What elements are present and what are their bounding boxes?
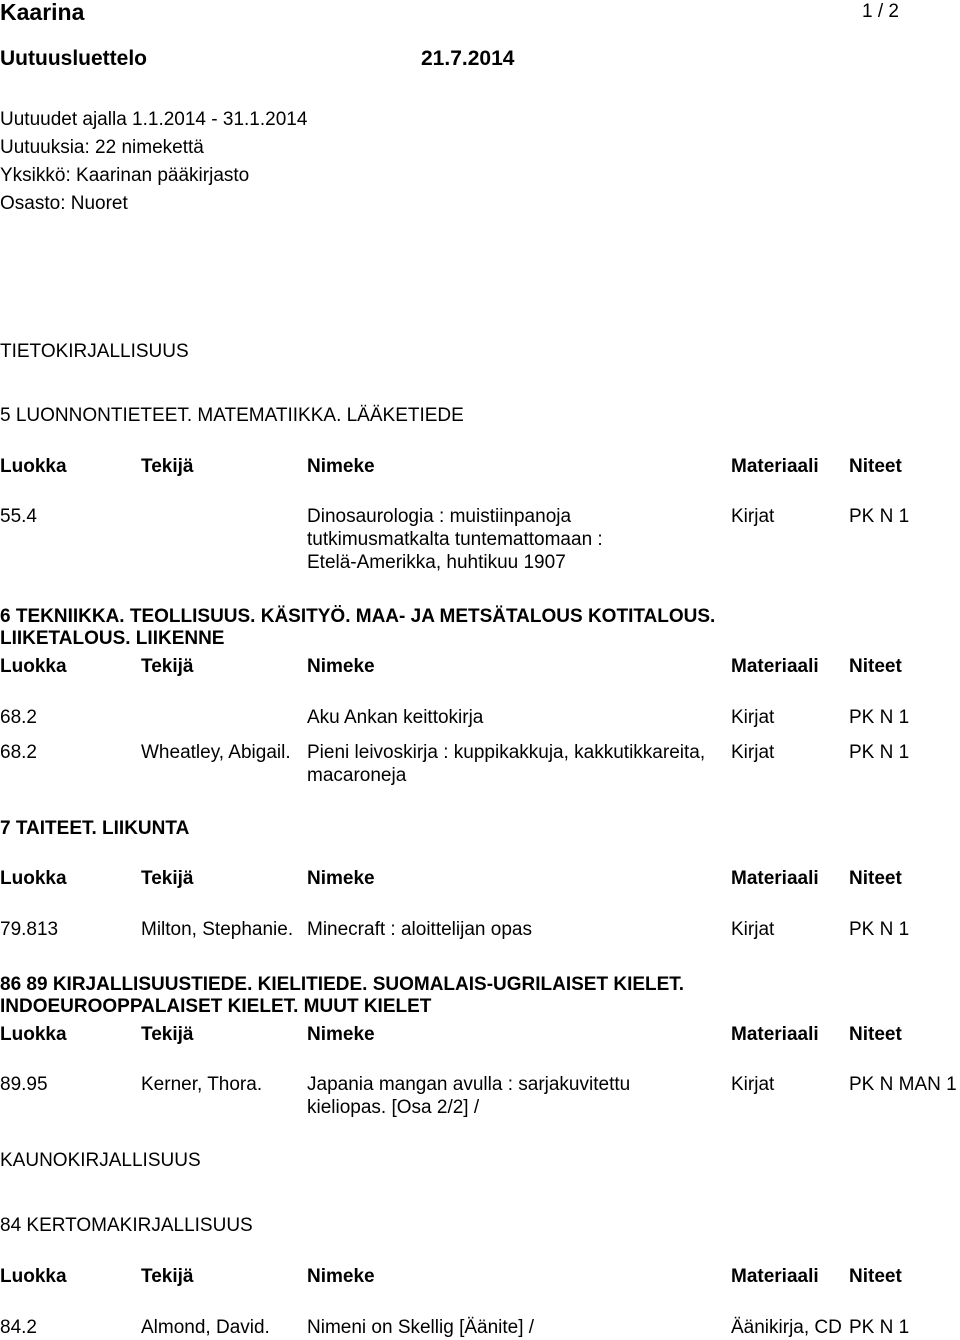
row-luokka: 89.95 bbox=[0, 1074, 48, 1095]
section-heading: 5 LUONNONTIETEET. MATEMATIIKKA. LÄÄKETIEDE bbox=[0, 405, 464, 426]
report-title: Uutuusluettelo bbox=[0, 47, 147, 70]
col-niteet: Niteet bbox=[849, 656, 902, 677]
row-tekija: Kerner, Thora. bbox=[141, 1074, 263, 1095]
col-luokka: Luokka bbox=[0, 656, 67, 677]
section-heading: LIIKETALOUS. LIIKENNE bbox=[0, 628, 225, 649]
row-luokka: 84.2 bbox=[0, 1317, 37, 1338]
col-luokka: Luokka bbox=[0, 456, 67, 477]
col-niteet: Niteet bbox=[849, 456, 902, 477]
col-luokka: Luokka bbox=[0, 1024, 67, 1045]
col-materiaali: Materiaali bbox=[731, 456, 819, 477]
row-luokka: 68.2 bbox=[0, 707, 37, 728]
period-text: Uutuudet ajalla 1.1.2014 - 31.1.2014 bbox=[0, 109, 308, 130]
row-niteet: PK N 1 bbox=[849, 1317, 910, 1338]
col-niteet: Niteet bbox=[849, 1266, 902, 1287]
row-nimeke-line: Japania mangan avulla : sarjakuvitettu bbox=[307, 1074, 631, 1095]
row-niteet: PK N 1 bbox=[849, 919, 910, 940]
row-materiaali: Kirjat bbox=[731, 707, 775, 728]
col-materiaali: Materiaali bbox=[731, 868, 819, 889]
col-tekija: Tekijä bbox=[141, 456, 194, 477]
col-nimeke: Nimeke bbox=[307, 868, 375, 889]
row-nimeke-line: Etelä-Amerikka, huhtikuu 1907 bbox=[307, 552, 566, 573]
col-materiaali: Materiaali bbox=[731, 656, 819, 677]
row-nimeke-line: Minecraft : aloittelijan opas bbox=[307, 919, 532, 940]
col-nimeke: Nimeke bbox=[307, 1024, 375, 1045]
library-name: Kaarina bbox=[0, 0, 85, 25]
col-niteet: Niteet bbox=[849, 1024, 902, 1045]
main-section-kauno: KAUNOKIRJALLISUUS bbox=[0, 1150, 201, 1171]
row-materiaali: Äänikirja, CD bbox=[731, 1317, 842, 1338]
row-nimeke-line: tutkimusmatkalta tuntemattomaan : bbox=[307, 529, 603, 550]
section-heading: INDOEUROOPPALAISET KIELET. MUUT KIELET bbox=[0, 996, 432, 1017]
col-tekija: Tekijä bbox=[141, 656, 194, 677]
row-niteet: PK N 1 bbox=[849, 742, 910, 763]
unit-text: Yksikkö: Kaarinan pääkirjasto bbox=[0, 165, 250, 186]
row-tekija: Almond, David. bbox=[141, 1317, 270, 1338]
department-text: Osasto: Nuoret bbox=[0, 193, 128, 214]
row-materiaali: Kirjat bbox=[731, 1074, 775, 1095]
row-nimeke-line: Aku Ankan keittokirja bbox=[307, 707, 484, 728]
row-nimeke-line: Dinosaurologia : muistiinpanoja bbox=[307, 506, 572, 527]
row-tekija: Milton, Stephanie. bbox=[141, 919, 294, 940]
col-nimeke: Nimeke bbox=[307, 1266, 375, 1287]
col-nimeke: Nimeke bbox=[307, 456, 375, 477]
row-niteet: PK N 1 bbox=[849, 506, 910, 527]
row-luokka: 55.4 bbox=[0, 506, 37, 527]
report-date: 21.7.2014 bbox=[421, 47, 515, 70]
row-nimeke-line: macaroneja bbox=[307, 765, 407, 786]
col-nimeke: Nimeke bbox=[307, 656, 375, 677]
row-luokka: 79.813 bbox=[0, 919, 59, 940]
col-niteet: Niteet bbox=[849, 868, 902, 889]
row-tekija: Wheatley, Abigail. bbox=[141, 742, 291, 763]
row-niteet: PK N 1 bbox=[849, 707, 910, 728]
col-tekija: Tekijä bbox=[141, 1024, 194, 1045]
row-materiaali: Kirjat bbox=[731, 742, 775, 763]
main-section-tieto: TIETOKIRJALLISUUS bbox=[0, 341, 189, 362]
row-luokka: 68.2 bbox=[0, 742, 37, 763]
count-text: Uutuuksia: 22 nimekettä bbox=[0, 137, 204, 158]
section-heading: 84 KERTOMAKIRJALLISUUS bbox=[0, 1215, 253, 1236]
row-nimeke-line: Pieni leivoskirja : kuppikakkuja, kakkutikkareita, bbox=[307, 742, 706, 763]
section-heading: 7 TAITEET. LIIKUNTA bbox=[0, 818, 190, 839]
col-luokka: Luokka bbox=[0, 868, 67, 889]
col-luokka: Luokka bbox=[0, 1266, 67, 1287]
row-materiaali: Kirjat bbox=[731, 506, 775, 527]
row-materiaali: Kirjat bbox=[731, 919, 775, 940]
section-heading: 6 TEKNIIKKA. TEOLLISUUS. KÄSITYÖ. MAA- JA METSÄTALOUS KOTITALOUS. bbox=[0, 606, 716, 627]
row-nimeke-line: Nimeni on Skellig [Äänite] / bbox=[307, 1317, 535, 1338]
page-number: 1 / 2 bbox=[862, 1, 899, 22]
col-tekija: Tekijä bbox=[141, 1266, 194, 1287]
row-nimeke-line: kieliopas. [Osa 2/2] / bbox=[307, 1097, 480, 1118]
col-tekija: Tekijä bbox=[141, 868, 194, 889]
row-niteet: PK N MAN 1 bbox=[849, 1074, 957, 1095]
section-heading: 86 89 KIRJALLISUUSTIEDE. KIELITIEDE. SUOMALAIS-UGRILAISET KIELET. bbox=[0, 974, 685, 995]
col-materiaali: Materiaali bbox=[731, 1266, 819, 1287]
col-materiaali: Materiaali bbox=[731, 1024, 819, 1045]
